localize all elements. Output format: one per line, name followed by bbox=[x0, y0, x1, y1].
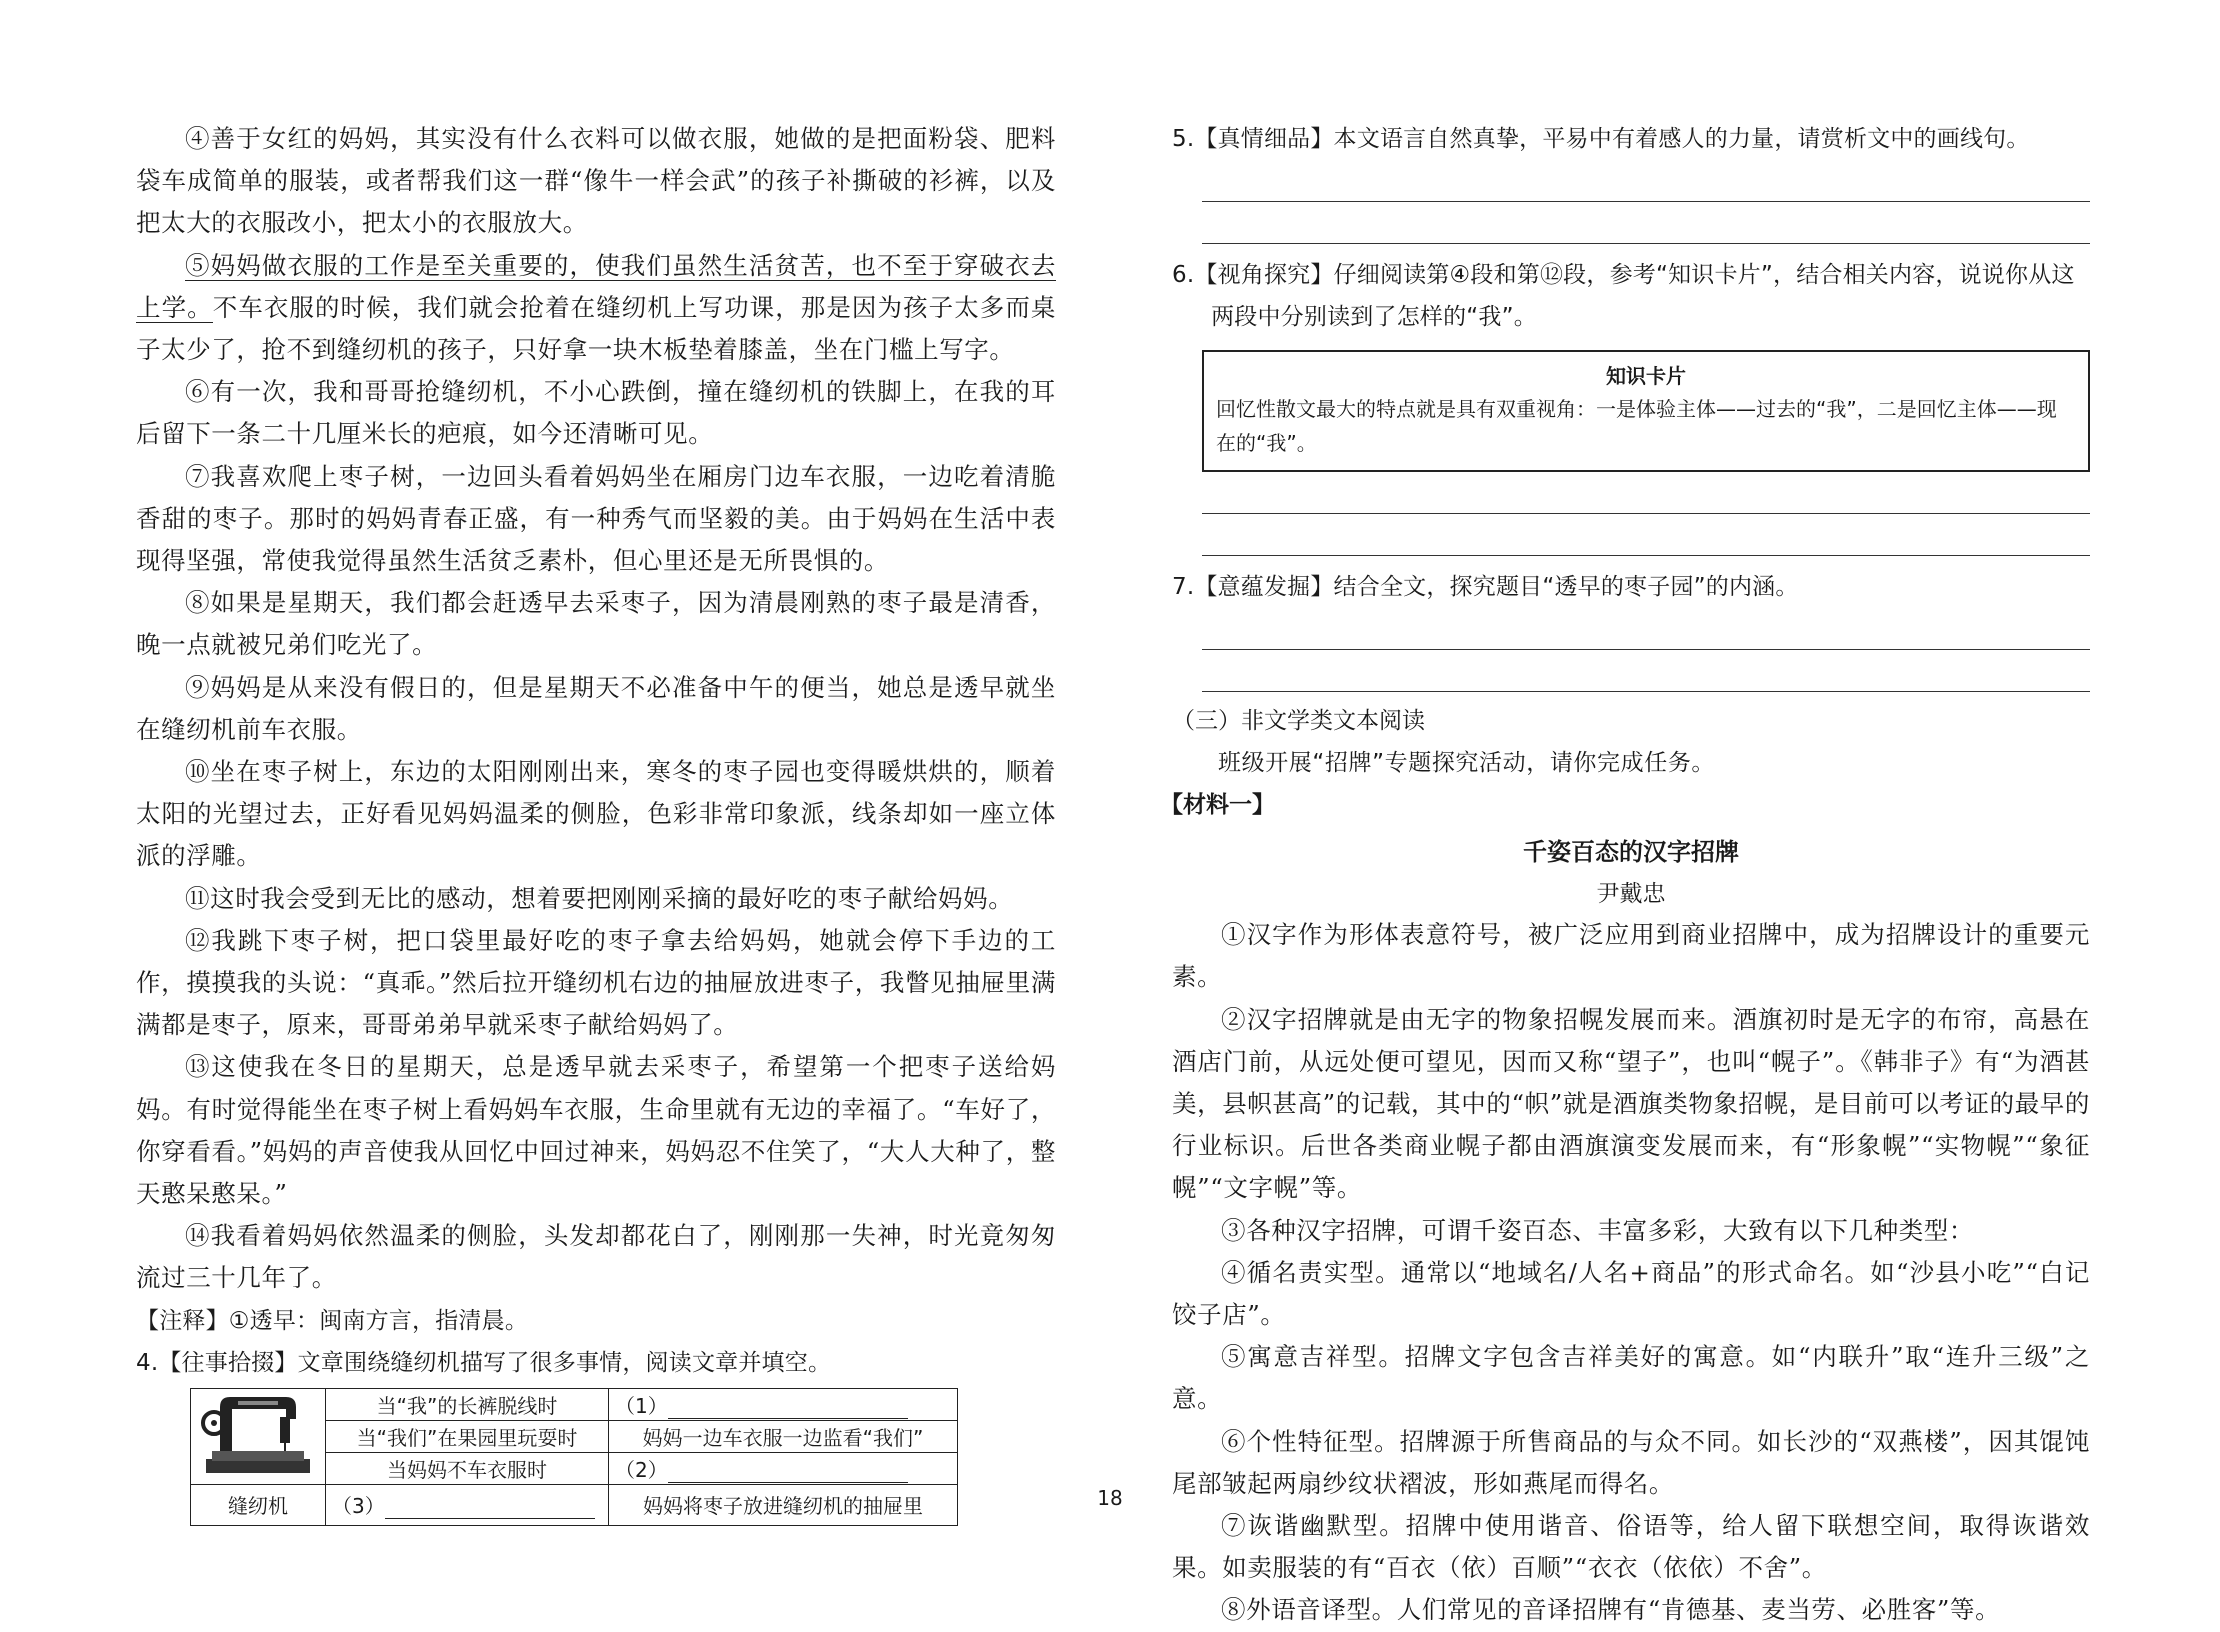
article-paragraph-3: ③各种汉字招牌，可谓千姿百态、丰富多彩，大致有以下几种类型： bbox=[1221, 1215, 1974, 1245]
table-row-3-left: 当妈妈不车衣服时 bbox=[326, 1452, 609, 1484]
annotation-note: 【注释】①透早：闽南方言，指清晨。 bbox=[136, 1307, 529, 1334]
right-column bbox=[1160, 118, 2090, 1632]
section-heading: （三）非文学类文本阅读 bbox=[1172, 708, 1425, 734]
paragraph-4: ④善于女红的妈妈，其实没有什么衣料可以做衣服，她做的是把面粉袋、肥料袋车成简单的服装，或者帮我们这一群“像牛一样会武”的孩子补撕破的衫裤，以及把太大的衣服改小，把太小的衣服放大。 bbox=[136, 124, 1056, 238]
page-number: 18 bbox=[1097, 1486, 1123, 1510]
blank-1-label: （1） bbox=[615, 1393, 668, 1418]
article-paragraph-5: ⑤寓意吉祥型。招牌文字包含吉祥美好的寓意。如“内联升”取“连升三级”之意。 bbox=[1172, 1342, 2090, 1414]
table-row-2-left: 当“我们”在果园里玩耍时 bbox=[326, 1420, 609, 1452]
question-7: 7.【意蕴发掘】结合全文，探究题目“透早的枣子园”的内涵。 bbox=[1172, 574, 1799, 600]
paragraph-5-rest: 不车衣服的时候，我们就会抢着在缝纫机上写功课，那是因为孩子太多而桌子太少了，抢不到缝纫机的孩子，只好拿一块木板垫着膝盖，坐在门槛上写字。 bbox=[136, 292, 1057, 365]
paragraph-10: ⑩坐在枣子树上，东边的太阳刚刚出来，寒冬的枣子园也变得暖烘烘的，顺着太阳的光望过去，正好看见妈妈温柔的侧脸，色彩非常印象派，线条却如一座立体派的浮雕。 bbox=[136, 757, 1056, 871]
table-row-4-right: 妈妈将枣子放进缝纫机的抽屉里 bbox=[609, 1484, 958, 1525]
task-instruction: 班级开展“招牌”专题探究活动，请你完成任务。 bbox=[1218, 750, 1716, 776]
paragraph-9: ⑨妈妈是从来没有假日的，但是星期天不必准备中午的便当，她总是透早就坐在缝纫机前车衣服。 bbox=[136, 672, 1056, 744]
answer-line-5a[interactable] bbox=[1202, 160, 2090, 202]
answer-line-7b[interactable] bbox=[1202, 650, 2090, 692]
table-row-2-right: 妈妈一边车衣服一边监看“我们” bbox=[609, 1420, 958, 1452]
blank-2-label: （2） bbox=[615, 1457, 668, 1482]
paragraph-6: ⑥有一次，我和哥哥抢缝纫机，不小心跌倒，撞在缝纫机的铁脚上，在我的耳后留下一条二十几厘米长的疤痕，如今还清晰可见。 bbox=[136, 377, 1056, 449]
paragraph-8: ⑧如果是星期天，我们都会赶透早去采枣子，因为清晨刚熟的枣子最是清香，晚一点就被兄弟们吃光了。 bbox=[136, 588, 1056, 660]
question-6: 6.【视角探究】仔细阅读第④段和第⑫段，参考“知识卡片”，结合相关内容，说说你从这两段中分别读到了怎样的“我”。 bbox=[1172, 262, 2075, 330]
answer-line-5b[interactable] bbox=[1202, 202, 2090, 244]
left-column bbox=[136, 118, 1056, 1526]
answer-line-7a[interactable] bbox=[1202, 608, 2090, 650]
material-label: 【材料一】 bbox=[1160, 792, 1275, 819]
article-paragraph-8: ⑧外语音译型。人们常见的音译招牌有“肯德基、麦当劳、必胜客”等。 bbox=[1221, 1595, 2001, 1625]
question-5: 5.【真情细品】本文语言自然真挚，平易中有着感人的力量，请赏析文中的画线句。 bbox=[1172, 126, 2030, 152]
paragraph-14: ⑭我看着妈妈依然温柔的侧脸，头发却都花白了，刚刚那一失神，时光竟匆匆流过三十几年了。 bbox=[136, 1221, 1056, 1293]
article-paragraph-2: ②汉字招牌就是由无字的物象招幌发展而来。酒旗初时是无字的布帘，高悬在酒店门前，从远处便可望见，因而又称“望子”，也叫“幌子”。《韩非子》有“为酒甚美，县帜甚高”的记载，其中的“帜”就是酒旗类物象招幌，是目前可以考证的最早的行业标识。后世各类商业幌子都由酒旗演变发展而来，有“形象幌”“实物幌”“象征幌”“文字幌”等。 bbox=[1172, 1004, 2090, 1203]
sewing-machine-icon bbox=[198, 1389, 318, 1479]
blank-1-line[interactable] bbox=[668, 1400, 908, 1419]
blank-2-line[interactable] bbox=[668, 1464, 908, 1483]
sewing-machine-label: 缝纫机 bbox=[191, 1484, 326, 1525]
article-paragraph-7: ⑦诙谐幽默型。招牌中使用谐音、俗语等，给人留下联想空间，取得诙谐效果。如卖服装的有“百衣（依）百顺”“衣衣（依依）不舍”。 bbox=[1172, 1511, 2090, 1583]
article-author: 尹戴忠 bbox=[1596, 881, 1666, 908]
sewing-machine-image-cell bbox=[191, 1388, 326, 1484]
paragraph-13: ⑬这使我在冬日的星期天，总是透早就去采枣子，希望第一个把枣子送给妈妈。有时觉得能坐在枣子树上看妈妈车衣服，生命里就有无边的幸福了。“车好了，你穿看看。”妈妈的声音使我从回忆中回过神来，妈妈忍不住笑了，“大人大种了，整天憨呆憨呆。” bbox=[136, 1052, 1056, 1209]
table-row-1-right bbox=[609, 1388, 958, 1420]
table-row-1-left: 当“我”的长裤脱线时 bbox=[326, 1388, 609, 1420]
paragraph-7: ⑦我喜欢爬上枣子树，一边回头看着妈妈坐在厢房门边车衣服，一边吃着清脆香甜的枣子。那时的妈妈青春正盛，有一种秀气而坚毅的美。由于妈妈在生活中表现得坚强，常使我觉得虽然生活贫乏素朴，但心里还是无所畏惧的。 bbox=[136, 461, 1056, 576]
answer-line-6b[interactable] bbox=[1202, 514, 2090, 556]
paragraph-12: ⑫我跳下枣子树，把口袋里最好吃的枣子拿去给妈妈，她就会停下手边的工作，摸摸我的头说：“真乖。”然后拉开缝纫机右边的抽屉放进枣子，我瞥见抽屉里满满都是枣子，原来，哥哥弟弟早就采枣子献给妈妈了。 bbox=[136, 925, 1056, 1040]
article-title: 千姿百态的汉字招牌 bbox=[1523, 838, 1739, 867]
blank-3-label: （3） bbox=[332, 1494, 385, 1519]
answer-line-6a[interactable] bbox=[1202, 472, 2090, 514]
article-paragraph-4: ④循名责实型。通常以“地域名/人名+商品”的形式命名。如“沙县小吃”“白记饺子店”。 bbox=[1172, 1257, 2090, 1330]
knowledge-card-text: 回忆性散文最大的特点就是具有双重视角：一是体验主体——过去的“我”，二是回忆主体——现在的“我”。 bbox=[1216, 397, 2057, 455]
question-4: 4.【往事拾掇】文章围绕缝纫机描写了很多事情，阅读文章并填空。 bbox=[136, 1349, 832, 1376]
underlined-sentence: ⑤妈妈做衣服的工作是至关重要的，使我们虽然生活贫苦，也不至于穿破衣去上学。 bbox=[136, 250, 1056, 322]
knowledge-card-title: 知识卡片 bbox=[1606, 364, 1686, 388]
article-paragraph-6: ⑥个性特征型。招牌源于所售商品的与众不同。如长沙的“双燕楼”，因其馄饨尾部皱起两扇纱纹状褶波，形如燕尾而得名。 bbox=[1172, 1426, 2090, 1498]
article-paragraph-1: ①汉字作为形体表意符号，被广泛应用到商业招牌中，成为招牌设计的重要元素。 bbox=[1172, 920, 2090, 992]
knowledge-card bbox=[1202, 350, 2090, 472]
paragraph-5 bbox=[136, 245, 1056, 372]
paragraph-11: ⑪这时我会受到无比的感动，想着要把刚刚采摘的最好吃的枣子献给妈妈。 bbox=[185, 883, 1014, 913]
table-row-3-right bbox=[609, 1452, 958, 1484]
